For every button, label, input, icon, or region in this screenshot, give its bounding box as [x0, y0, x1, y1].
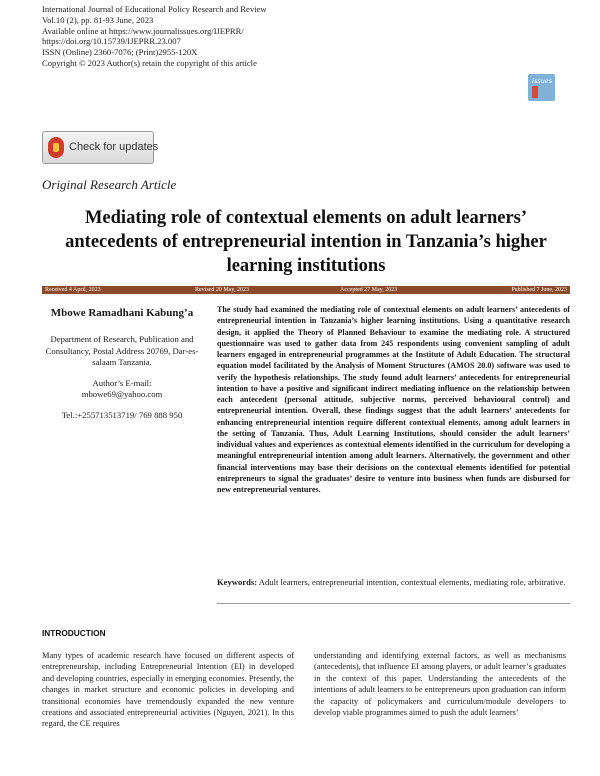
author-name: Mbowe Ramadhani Kabung’a [50, 307, 194, 319]
journal-url[interactable]: Available online at https://www.journalissues.org/IJEPRR/ [42, 25, 244, 36]
journal-name: International Journal of Educational Policy Research and Review [42, 4, 267, 14]
author-affiliation: Department of Research, Publication and Consultancy, Postal Address 20769, Dar-es-salaam Tanzania. [45, 334, 199, 368]
divider [217, 603, 570, 604]
copyright: Copyright © 2023 Author(s) retain the copyright of this article [42, 57, 257, 68]
date-published: Published 7 June, 2023 [511, 287, 567, 293]
keywords-label: Keywords: [217, 577, 258, 587]
date-revised: Revised 20 May, 2023 [195, 287, 249, 293]
dates-bar [42, 286, 570, 294]
paper-title: Mediating role of contextual elements on adult learners’ antecedents of entrepreneurial intention in Tanzania’s higher learning institutions [65, 208, 547, 276]
journal-logo-icon [528, 74, 555, 101]
journal-volume: Vol.10 (2), pp. 81-93 June, 2023 [42, 14, 154, 25]
logo-mark-icon [532, 86, 538, 98]
intro-column-left: Many types of academic research have focused on different aspects of entrepreneurship, including Entrepreneurial Intention (EI) in developed and developing countries, especially in emerging economies. Presently, the changes in market structure and economic policies in developing and transitional economies have tremendously expanded the new venture creations and associated entrepreneurial activities (Nguyen, 2021). In this regard, the CE requires [42, 651, 294, 729]
crossmark-icon [48, 137, 64, 158]
tel-label: Tel.: [61, 409, 78, 420]
intro-column-right: understanding and identifying external factors, as well as mechanisms (antecedents), that influence EI among players, or adult learner’s graduates in the context of this paper. Understanding the antecedents of the intentions of adult learners to be entrepreneurs upon graduation can inform the capacity of policymakers and curriculum/module developers to develop viable programmes aimed to push the adult learners’ [314, 651, 566, 718]
journal-header [42, 4, 267, 69]
issn: ISSN (Online) 2360-7076; (Print)2955-120X [42, 47, 198, 58]
author-tel [42, 410, 202, 422]
keywords-text: Adult learners, entrepreneurial intention, contextual elements, mediating role, arbitrative. [258, 577, 566, 587]
email-label: Author’s E-mail: [92, 377, 152, 388]
introduction-heading: INTRODUCTION [42, 628, 106, 638]
abstract: The study had examined the mediating role of contextual elements on adult learners’ antecedents of entrepreneurial intention in Tanzania’s higher learning institutions. Using a quantitative research design, it applied the Theory of Planned Behaviour to examine the mediating role. A structured questionnaire was used to gather data from 245 respondents using convenient sampling of adult learners engaged in entrepreneurial programmes at the Institute of Adult Education. The structural equation model facilitated by the Analysis of Moment Structures (AMOS 20.0) software was used to verify the hypothesis relationships. The study found adult learners’ antecedents for entrepreneurial intention to have a positive and significant indirect mediating influence on the relationship between each antecedent (personal attitude, subjective norms, perceived behavioural control) and entrepreneurial intention. Overall, these findings suggest that the adult learners’ antecedents for enhancing entrepreneurial intention require different contextual elements, among adult learners in the setting of Tanzania. Thus, Adult Learning Institutions, should consider the adult learners’ individual values and experiences as contextual elements identified in the curriculum for developing a meaningful entrepreneurial intention among adult learners. Alternatively, the government and other financial interventions may base their decisions on the contextual elements identified for potential entrepreneurs to signal the graduates’ desire to venture into business when funds are disbursed for new entrepreneurial ventures. [217, 305, 570, 494]
logo-text: issues [532, 77, 553, 85]
date-accepted: Accepted 27 May, 2023 [340, 287, 398, 293]
author-block [42, 306, 202, 422]
author-email[interactable]: mbowe69@yahoo.com [81, 389, 163, 400]
article-type: Original Research Article [42, 177, 177, 192]
date-received: Received 4 April, 2023 [45, 287, 101, 293]
check-for-updates-label: Check for updates [69, 141, 159, 153]
keywords [217, 576, 570, 588]
check-for-updates-button[interactable] [42, 131, 159, 164]
doi-link[interactable]: https://doi.org/10.15739/IJEPRR.23.007 [42, 36, 181, 47]
tel-number: +255713513719/ 769 888 950 [77, 409, 183, 420]
